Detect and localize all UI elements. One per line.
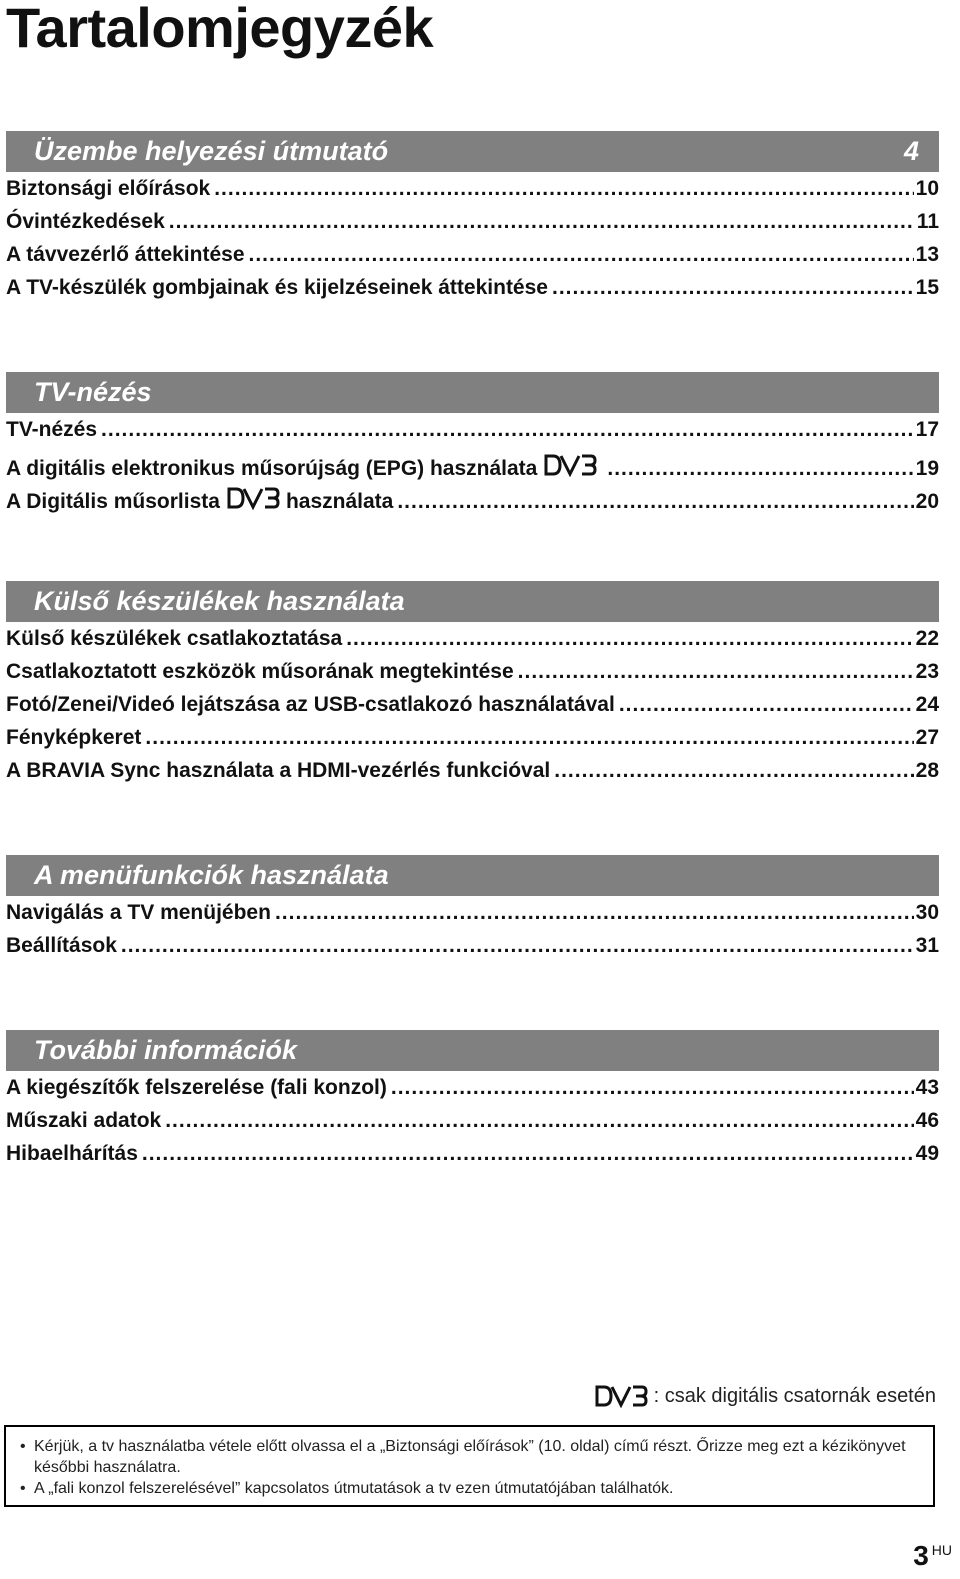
note-item: • Kérjük, a tv használatba vétele előtt olvassa el a „Biztonsági előírások” (10. oldal) című részt. Őrizze meg ezt a kézikönyvet későbbi használatra.: [20, 1438, 906, 1476]
toc-entry[interactable]: A BRAVIA Sync használata a HDMI-vezérlés funkcióval ..... 28: [6, 759, 939, 792]
notes-box: [4, 1425, 935, 1507]
page-number-value: 3: [913, 1540, 929, 1571]
page-title: Tartalomjegyzék: [6, 0, 434, 59]
section-external-devices: [6, 581, 939, 792]
section-menu-functions: [6, 855, 939, 967]
section-more-info: [6, 1030, 939, 1175]
toc-entry[interactable]: Műszaki adatok ..... 46: [6, 1109, 939, 1142]
toc-entry[interactable]: Biztonsági előírások ..... 10: [6, 177, 939, 210]
toc-entry[interactable]: A digitális elektronikus műsorújság (EPG) használata ..... 19: [6, 451, 939, 484]
section-heading-text: Üzembe helyezési útmutató: [34, 136, 389, 166]
toc-entry[interactable]: A Digitális műsorlista használata ..... 20: [6, 484, 939, 517]
section-setup: [6, 131, 939, 309]
section-heading: [6, 131, 939, 172]
toc-entry[interactable]: Csatlakoztatott eszközök műsorának megtekintése ..... 23: [6, 660, 939, 693]
section-heading-text: További információk: [34, 1035, 298, 1065]
toc-entry[interactable]: A távvezérlő áttekintése ..... 13: [6, 243, 939, 276]
section-heading-text: TV-nézés: [34, 377, 152, 407]
section-heading: [6, 581, 939, 622]
toc-entry[interactable]: Külső készülékek csatlakoztatása ..... 22: [6, 627, 939, 660]
toc-entry[interactable]: A kiegészítők felszerelése (fali konzol) ..... 43: [6, 1076, 939, 1109]
toc-entry[interactable]: Hibaelhárítás ..... 49: [6, 1142, 939, 1175]
dvb-logo-icon: [594, 1384, 648, 1408]
toc-entry[interactable]: TV-nézés ..... 17: [6, 418, 939, 451]
dvb-logo-icon: [543, 453, 597, 477]
section-heading-text: A menüfunkciók használata: [34, 860, 389, 890]
toc-entry[interactable]: Beállítások ..... 31: [6, 934, 939, 967]
toc-entry[interactable]: Fotó/Zenei/Videó lejátszása az USB-csatlakozó használatával ..... 24: [6, 693, 939, 726]
note-item: • A „fali konzol felszerelésével” kapcsolatos útmutatások a tv ezen útmutatójában találhatók.: [20, 1480, 674, 1497]
toc-entry[interactable]: Óvintézkedések ..... 11: [6, 210, 939, 243]
section-tv-watching: [6, 372, 939, 517]
toc-entry[interactable]: A TV-készülék gombjainak és kijelzéseinek áttekintése ..... 15: [6, 276, 939, 309]
language-code: HU: [931, 1542, 952, 1558]
toc-entry[interactable]: Fényképkeret ..... 27: [6, 726, 939, 759]
toc-entry[interactable]: Navigálás a TV menüjében ..... 30: [6, 901, 939, 934]
dvb-logo-icon: [226, 486, 280, 510]
section-heading-page: 4: [903, 136, 919, 166]
section-heading: [6, 372, 939, 413]
page-number: [913, 1540, 952, 1572]
dvb-legend: [594, 1384, 936, 1408]
section-heading: [6, 855, 939, 896]
legend-text: : csak digitális csatornák esetén: [653, 1384, 936, 1407]
section-heading-text: Külső készülékek használata: [34, 586, 405, 616]
section-heading: [6, 1030, 939, 1071]
